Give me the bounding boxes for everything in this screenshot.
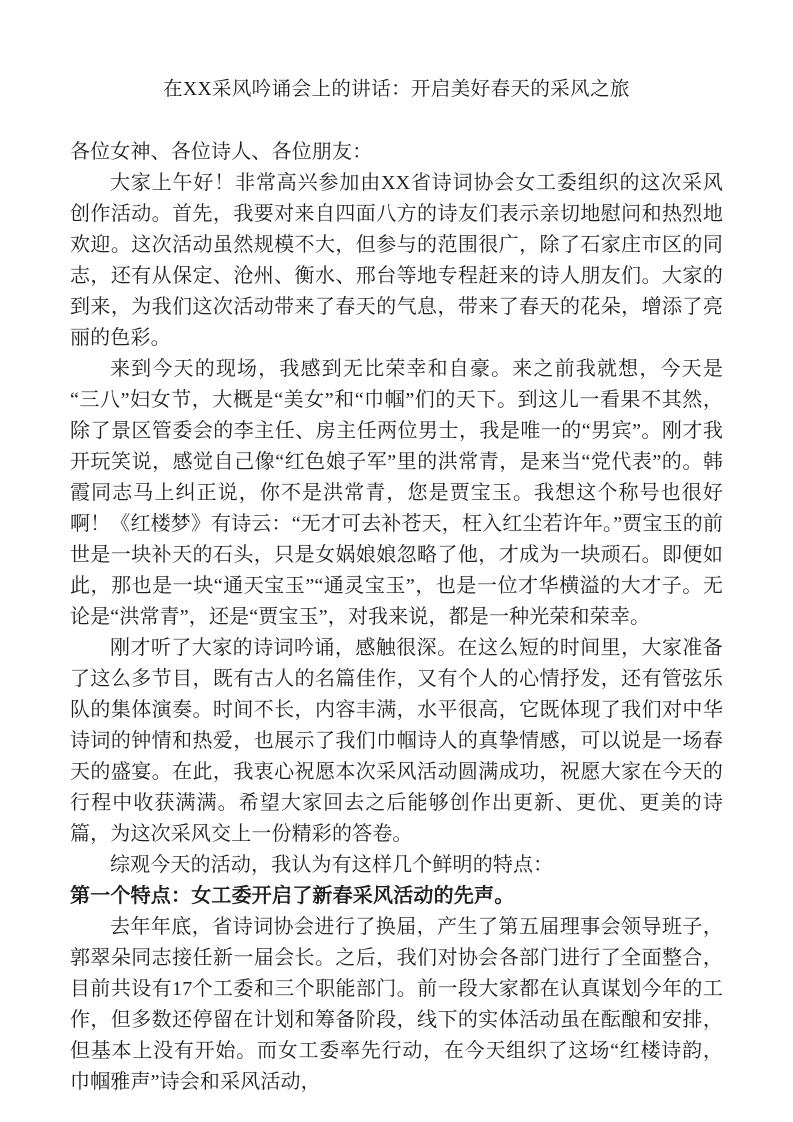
paragraph-2: 来到今天的现场，我感到无比荣幸和自豪。来之前我就想，今天是“三八”妇女节，大概是“美女”和“巾帼”们的天下。到这儿一看果不其然，除了景区管委会的李主任、房主任两位男士，我是唯一的“男宾”。刚才我开玩笑说，感觉自己像“红色娘子军”里的洪常青，是来当“党代表”的。韩霞同志马上纠正说，你不是洪常青，您是贾宝玉。我想这个称号也很好啊！《红楼梦》有诗云：“无才可去补苍天，枉入红尘若许年。”贾宝玉的前世是一块补天的石头，只是女娲娘娘忽略了他，才成为一块顽石。即便如此，那也是一块“通天宝玉”“通灵宝玉”，也是一位才华横溢的大才子。无论是“洪常青”，还是“贾宝玉”，对我来说，都是一种光荣和荣幸。 [70,358,723,628]
title-spacer [70,106,723,137]
section-heading-first-feature: 第一个特点：女工委开启了新春采风活动的先声。 [70,885,515,907]
paragraph-5: 去年年底，省诗词协会进行了换届，产生了第五届理事会领导班子，郭翠朵同志接任新一届会长。之后，我们对协会各部门进行了全面整合，目前共设有17个工委和三个职能部门。前一段大家都在认真谋划今年的工作，但多数还停留在计划和筹备阶段，线下的实体活动虽在酝酿和安排，但基本上没有开始。而女工委率先行动，在今天组织了这场“红楼诗韵，巾帼雅声”诗会和采风活动， [70,916,723,1093]
document-title: 在XX采风吟诵会上的讲话：开启美好春天的采风之旅 [163,79,630,100]
salutation-line: 各位女神、各位诗人、各位朋友： [70,141,373,163]
paragraph-3: 刚才听了大家的诗词吟诵，感触很深。在这么短的时间里，大家准备了这么多节目，既有古人的名篇佳作，又有个人的心情抒发，还有管弦乐队的集体演奏。时间不长，内容丰满，水平很高，它既体现了我们对中华诗词的钟情和热爱，也展示了我们巾帼诗人的真挚情感，可以说是一场春天的盛宴。在此，我衷心祝愿本次采风活动圆满成功，祝愿大家在今天的行程中收获满满。希望大家回去之后能够创作出更新、更优、更美的诗篇，为这次采风交上一份精彩的答卷。 [70,637,723,845]
document-body [70,74,723,1098]
paragraph-1: 大家上午好！非常高兴参加由XX省诗词协会女工委组织的这次采风创作活动。首先，我要对来自四面八方的诗友们表示亲切地慰问和热烈地欢迎。这次活动虽然规模不大，但参与的范围很广，除了石家庄市区的同志，还有从保定、沧州、衡水、邢台等地专程赶来的诗人朋友们。大家的到来，为我们这次活动带来了春天的气息，带来了春天的花朵，增添了亮丽的色彩。 [70,172,723,349]
paragraph-4: 综观今天的活动，我认为有这样几个鲜明的特点： [110,854,554,876]
